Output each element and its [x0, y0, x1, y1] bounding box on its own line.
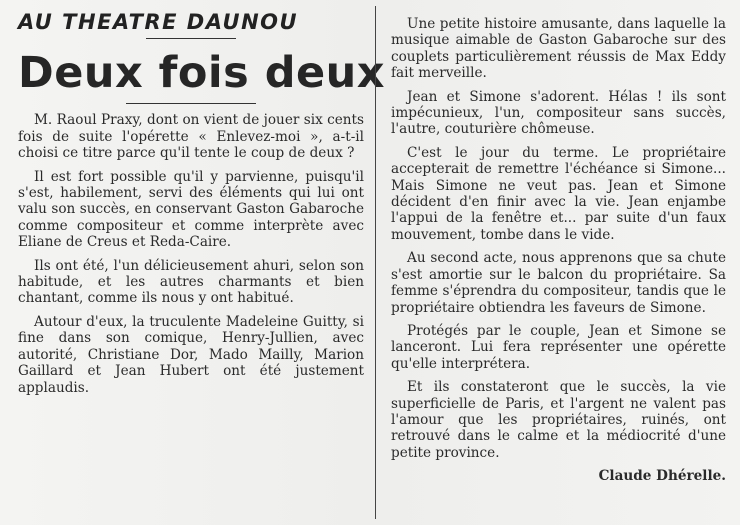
paragraph: Jean et Simone s'adorent. Hélas ! ils sont impécunieux, l'un, compositeur sans succès, l'autre, couturière chômeuse.	[391, 88, 726, 138]
column-divider	[375, 6, 376, 519]
paragraph: Il est fort possible qu'il y parvienne, puisqu'il s'est, habilement, servi des éléments qui lui ont valu son succès, en conservant Gaston Gabaroche comme compositeur et comme interprète avec Eliane de Creus et Reda-Caire.	[18, 168, 364, 251]
paragraph: Une petite histoire amusante, dans laquelle la musique aimable de Gaston Gabaroche sur des couplets particulièrement réussis de Max Eddy fait merveille.	[391, 16, 726, 82]
paragraph: C'est le jour du terme. Le propriétaire accepterait de remettre l'échéance si Simone... Mais Simone ne veut pas. Jean et Simone décident d'en finir avec la vie. Jean enjambe l'appui de la fenêtre et... par suite d'un faux mouvement, tombe dans le vide.	[391, 144, 726, 243]
paragraph: Ils ont été, l'un délicieusement ahuri, selon son habitude, et les autres charmants et bien chantant, comme ils nous y ont habitué.	[18, 257, 364, 307]
paragraph: Protégés par le couple, Jean et Simone se lanceront. Lui fera représenter une opérette qu'elle interprétera.	[391, 322, 726, 372]
title-rule-top	[146, 38, 236, 39]
paragraph: Et ils constateront que le succès, la vie superficielle de Paris, et l'argent ne valent pas l'amour que les propriétaires, ruinés, ont retrouvé dans le calme et la médiocrité d'une petite province.	[391, 379, 726, 461]
paragraph: Autour d'eux, la truculente Madeleine Guitty, si fine dans son comique, Henry-Jullien, avec autorité, Christiane Dor, Mado Mailly, Marion Gaillard et Jean Hubert ont été justement applaudis.	[18, 313, 364, 396]
paragraph: M. Raoul Praxy, dont on vient de jouer six cents fois de suite l'opérette « Enlevez-moi », a-t-il choisi ce titre parce qu'il tente le coup de deux ?	[18, 112, 364, 162]
left-column	[18, 0, 386, 525]
headline: Deux fois deux	[18, 48, 386, 99]
right-column	[391, 16, 726, 525]
section-kicker: AU THEATRE DAUNOU	[18, 10, 299, 34]
title-rule-bottom	[126, 103, 256, 104]
paragraph: Au second acte, nous apprenons que sa chute s'est amortie sur le balcon du propriétaire. Sa femme s'éprendra du compositeur, tandis que le propriétaire obtiendra les faveurs de Simone.	[391, 250, 726, 316]
byline: Claude Dhérelle.	[598, 468, 726, 485]
